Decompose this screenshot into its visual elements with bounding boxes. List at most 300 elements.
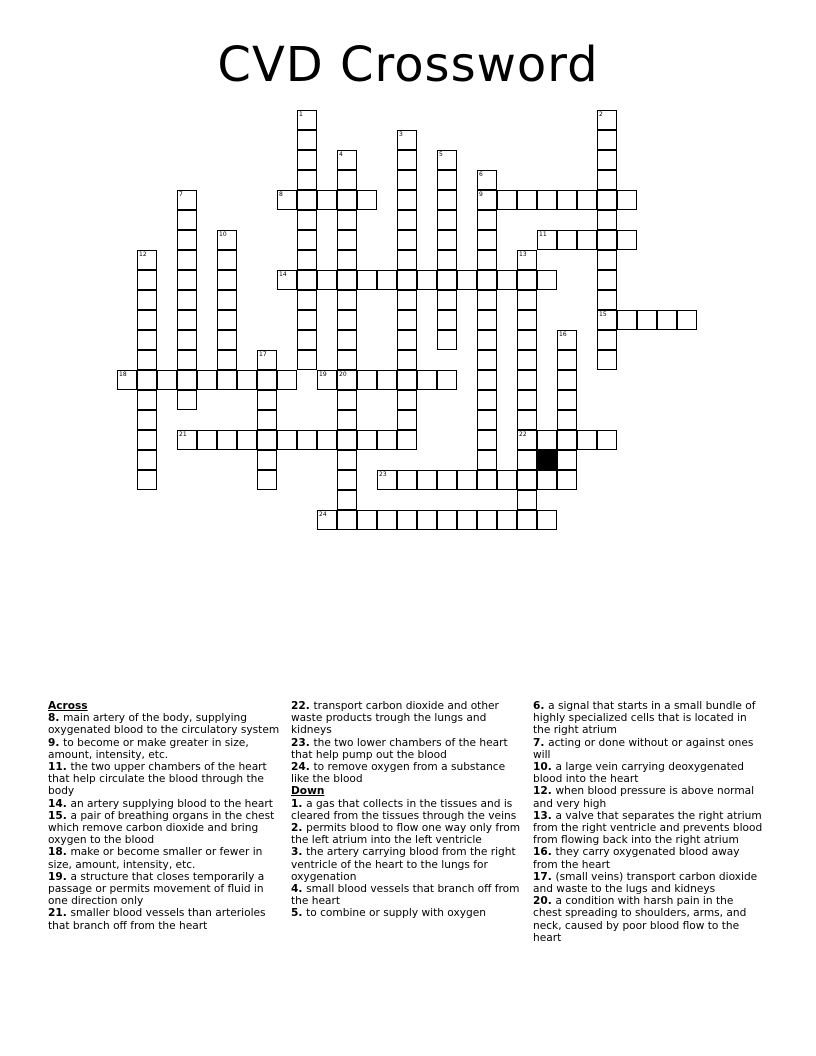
grid-cell[interactable] [317, 510, 337, 530]
clue-number: 24 [319, 511, 327, 518]
clue-number: 7 [179, 191, 183, 198]
grid-cell[interactable] [437, 330, 457, 350]
grid-cell[interactable] [137, 430, 157, 450]
grid-cell[interactable] [137, 350, 157, 370]
grid-cell[interactable] [137, 250, 157, 270]
clue-number: 18 [119, 371, 127, 378]
grid-cell[interactable] [437, 510, 457, 530]
grid-cell[interactable] [337, 470, 357, 490]
clue-text: the two upper chambers of the heart that help circulate the blood through the body [48, 761, 267, 798]
grid-cell[interactable] [137, 370, 157, 390]
grid-cell[interactable] [377, 370, 397, 390]
grid-cell[interactable] [177, 270, 197, 290]
grid-cell[interactable] [397, 350, 417, 370]
grid-cell[interactable] [517, 290, 537, 310]
across-clue [48, 712, 280, 736]
down-heading: Down [291, 785, 325, 798]
clue-number: 4 [339, 151, 343, 158]
grid-cell[interactable] [317, 190, 337, 210]
grid-cell[interactable] [477, 290, 497, 310]
grid-cell[interactable] [177, 330, 197, 350]
grid-cell[interactable] [497, 470, 517, 490]
grid-cell[interactable] [217, 430, 237, 450]
grid-cell[interactable] [397, 230, 417, 250]
clue-label: 3. [291, 846, 307, 859]
grid-cell[interactable] [597, 290, 617, 310]
grid-cell[interactable] [397, 370, 417, 390]
clue-label: 7. [533, 736, 549, 749]
grid-cell[interactable] [477, 230, 497, 250]
grid-cell[interactable] [437, 470, 457, 490]
grid-cell[interactable] [357, 270, 377, 290]
grid-cell[interactable] [177, 290, 197, 310]
clue-label: 15. [48, 809, 71, 822]
grid-cell[interactable] [337, 250, 357, 270]
across-clue [48, 798, 280, 810]
clue-text: smaller blood vessels than arterioles that branch off from the heart [48, 907, 266, 932]
grid-cell[interactable] [337, 170, 357, 190]
grid-cell[interactable] [137, 270, 157, 290]
grid-cell[interactable] [557, 450, 577, 470]
grid-cell[interactable] [297, 330, 317, 350]
grid-cell[interactable] [297, 310, 317, 330]
grid-cell[interactable] [217, 270, 237, 290]
grid-cell[interactable] [537, 430, 557, 450]
grid-cell[interactable] [257, 410, 277, 430]
grid-cell[interactable] [397, 270, 417, 290]
grid-cell[interactable] [337, 370, 357, 390]
grid-cell[interactable] [517, 430, 537, 450]
clue-number: 6 [479, 171, 483, 178]
grid-cell[interactable] [237, 370, 257, 390]
grid-cell[interactable] [577, 230, 597, 250]
grid-cell[interactable] [177, 230, 197, 250]
grid-cell[interactable] [517, 330, 537, 350]
grid-cell[interactable] [477, 210, 497, 230]
grid-cell[interactable] [557, 430, 577, 450]
grid-cell[interactable] [177, 350, 197, 370]
grid-cell[interactable] [297, 270, 317, 290]
grid-cell[interactable] [517, 350, 537, 370]
clue-text: a structure that closes temporarily a passage or permits movement of fluid in one direction only [48, 870, 265, 908]
grid-cell[interactable] [597, 330, 617, 350]
clue-text: to become or make greater in size, amount, intensity, etc. [48, 736, 249, 761]
grid-cell[interactable] [597, 250, 617, 270]
grid-cell[interactable] [477, 170, 497, 190]
grid-cell[interactable] [517, 250, 537, 270]
grid-cell[interactable] [437, 190, 457, 210]
grid-cell[interactable] [337, 210, 357, 230]
grid-cell[interactable] [477, 310, 497, 330]
grid-cell[interactable] [597, 130, 617, 150]
grid-cell[interactable] [377, 270, 397, 290]
grid-cell[interactable] [517, 190, 537, 210]
grid-cell[interactable] [277, 270, 297, 290]
grid-cell[interactable] [617, 310, 637, 330]
clue-number: 16 [559, 331, 567, 338]
grid-cell[interactable] [437, 170, 457, 190]
clue-label: 21. [48, 907, 71, 920]
grid-cell[interactable] [597, 170, 617, 190]
grid-cell[interactable] [297, 250, 317, 270]
grid-cell[interactable] [317, 430, 337, 450]
grid-cell[interactable] [517, 470, 537, 490]
grid-cell[interactable] [217, 350, 237, 370]
clue-label: 13. [533, 809, 556, 822]
clue-text: a gas that collects in the tissues and is cleared from the tissues through the veins [291, 797, 517, 822]
grid-cell[interactable] [317, 270, 337, 290]
grid-cell[interactable] [477, 430, 497, 450]
grid-cell[interactable] [197, 370, 217, 390]
down-clue [291, 883, 523, 907]
grid-cell[interactable] [417, 510, 437, 530]
grid-cell[interactable] [297, 210, 317, 230]
grid-cell[interactable] [397, 130, 417, 150]
clues-column-3 [533, 700, 765, 944]
clue-number: 9 [479, 191, 483, 198]
clue-label: 12. [533, 785, 556, 798]
clue-text: a signal that starts in a small bundle of highly specialized cells that is located in the right atrium [533, 700, 756, 737]
grid-cell[interactable] [177, 190, 197, 210]
clue-label: 16. [533, 846, 556, 859]
grid-cell[interactable] [597, 190, 617, 210]
grid-cell[interactable] [297, 190, 317, 210]
grid-cell[interactable] [437, 290, 457, 310]
grid-cell[interactable] [677, 310, 697, 330]
clue-number: 21 [179, 431, 187, 438]
grid-cell[interactable] [477, 190, 497, 210]
grid-cell[interactable] [257, 390, 277, 410]
grid-cell[interactable] [277, 370, 297, 390]
grid-cell[interactable] [497, 270, 517, 290]
grid-cell[interactable] [657, 310, 677, 330]
grid-cell[interactable] [557, 350, 577, 370]
across-clue [291, 700, 523, 737]
clue-text: permits blood to flow one way only from the left atrium into the left ventricle [291, 822, 521, 847]
grid-cell[interactable] [177, 210, 197, 230]
grid-cell[interactable] [557, 230, 577, 250]
grid-cell[interactable] [257, 450, 277, 470]
clue-label: 11. [48, 761, 71, 774]
grid-cell[interactable] [397, 510, 417, 530]
grid-cell[interactable] [137, 450, 157, 470]
grid-cell[interactable] [397, 290, 417, 310]
grid-cell[interactable] [397, 330, 417, 350]
clue-text: (small veins) transport carbon dioxide and waste to the lugs and kidneys [533, 870, 758, 896]
clue-label: 1. [291, 797, 307, 810]
grid-cell[interactable] [477, 510, 497, 530]
across-heading: Across [48, 700, 88, 712]
clue-number: 1 [299, 111, 303, 118]
grid-cell[interactable] [437, 210, 457, 230]
grid-cell[interactable] [497, 510, 517, 530]
grid-cell[interactable] [337, 290, 357, 310]
clue-label: 22. [291, 700, 314, 712]
grid-cell[interactable] [277, 190, 297, 210]
grid-cell[interactable] [337, 490, 357, 510]
grid-cell[interactable] [537, 510, 557, 530]
grid-cell[interactable] [557, 410, 577, 430]
grid-cell[interactable] [177, 250, 197, 270]
grid-cell[interactable] [457, 510, 477, 530]
grid-cell[interactable] [297, 150, 317, 170]
grid-cell[interactable] [517, 490, 537, 510]
clue-label: 19. [48, 870, 71, 883]
grid-cell[interactable] [137, 330, 157, 350]
grid-cell[interactable] [357, 370, 377, 390]
grid-cell[interactable] [517, 270, 537, 290]
grid-cell[interactable] [557, 390, 577, 410]
grid-cell[interactable] [397, 150, 417, 170]
grid-cell[interactable] [397, 310, 417, 330]
grid-cell[interactable] [117, 370, 137, 390]
grid-cell[interactable] [397, 210, 417, 230]
clue-text: acting or done without or against ones will [533, 736, 754, 761]
grid-cell[interactable] [597, 210, 617, 230]
puzzle-title: CVD Crossword [217, 37, 599, 93]
down-clue [533, 700, 765, 737]
clue-text: small blood vessels that branch off from the heart [291, 883, 520, 908]
clue-number: 17 [259, 351, 267, 358]
clue-number: 23 [379, 471, 387, 478]
clue-number: 11 [539, 231, 547, 238]
grid-cell[interactable] [217, 290, 237, 310]
clue-label: 8. [48, 712, 64, 725]
clue-label: 14. [48, 797, 71, 810]
down-clue [291, 907, 523, 919]
clue-label: 5. [291, 907, 307, 920]
grid-cell[interactable] [537, 230, 557, 250]
grid-cell[interactable] [397, 390, 417, 410]
grid-cell[interactable] [337, 350, 357, 370]
grid-cell[interactable] [137, 410, 157, 430]
grid-cell[interactable] [377, 510, 397, 530]
grid-cell[interactable] [417, 270, 437, 290]
grid-cell[interactable] [337, 430, 357, 450]
clue-text: the two lower chambers of the heart that help pump out the blood [291, 736, 508, 761]
grid-cell[interactable] [437, 150, 457, 170]
grid-cell[interactable] [517, 310, 537, 330]
across-clue [48, 761, 280, 798]
clue-text: a valve that separates the right atrium from the right ventricle and prevents blood from flowing back into the right atrium [533, 809, 763, 847]
grid-cell[interactable] [137, 290, 157, 310]
grid-cell[interactable] [477, 350, 497, 370]
down-clue [533, 871, 765, 895]
grid-cell[interactable] [557, 370, 577, 390]
grid-cell[interactable] [157, 370, 177, 390]
grid-cell[interactable] [437, 230, 457, 250]
down-clue [533, 895, 765, 944]
grid-cell[interactable] [577, 190, 597, 210]
down-clue [533, 761, 765, 785]
grid-cell[interactable] [397, 190, 417, 210]
clue-label: 17. [533, 870, 556, 883]
clue-text: a condition with harsh pain in the chest spreading to shoulders, arms, and neck, caused by poor blood flow to the heart [533, 895, 747, 944]
grid-cell[interactable] [397, 170, 417, 190]
grid-cell[interactable] [277, 430, 297, 450]
grid-cell[interactable] [137, 390, 157, 410]
grid-cell[interactable] [217, 370, 237, 390]
across-clue [291, 761, 523, 785]
grid-cell[interactable] [137, 310, 157, 330]
grid-cell[interactable] [617, 190, 637, 210]
grid-cell[interactable] [337, 330, 357, 350]
grid-cell[interactable] [477, 370, 497, 390]
grid-cell[interactable] [337, 410, 357, 430]
grid-cell[interactable] [457, 270, 477, 290]
grid-cell[interactable] [617, 230, 637, 250]
grid-cell[interactable] [357, 190, 377, 210]
clue-number: 22 [519, 431, 527, 438]
grid-cell[interactable] [397, 470, 417, 490]
grid-cell[interactable] [177, 310, 197, 330]
clue-number: 15 [599, 311, 607, 318]
grid-cell[interactable] [237, 430, 257, 450]
grid-cell[interactable] [557, 330, 577, 350]
grid-cell[interactable] [257, 430, 277, 450]
grid-cell[interactable] [297, 350, 317, 370]
grid-cell[interactable] [357, 430, 377, 450]
clue-label: 10. [533, 761, 556, 774]
grid-cell[interactable] [477, 250, 497, 270]
grid-cell[interactable] [257, 370, 277, 390]
grid-cell[interactable] [397, 430, 417, 450]
grid-cell[interactable] [337, 190, 357, 210]
grid-cell[interactable] [177, 430, 197, 450]
clue-label: 6. [533, 700, 549, 712]
clue-number: 14 [279, 271, 287, 278]
grid-cell[interactable] [437, 370, 457, 390]
grid-cell[interactable] [557, 190, 577, 210]
grid-cell[interactable] [337, 270, 357, 290]
grid-cell[interactable] [537, 270, 557, 290]
grid-cell[interactable] [377, 470, 397, 490]
grid-cell[interactable] [177, 370, 197, 390]
across-clue [48, 907, 280, 931]
grid-cell[interactable] [477, 390, 497, 410]
grid-cell[interactable] [517, 390, 537, 410]
grid-cell[interactable] [517, 450, 537, 470]
grid-cell[interactable] [337, 450, 357, 470]
clue-text: they carry oxygenated blood away from the heart [533, 846, 740, 871]
grid-cell[interactable] [477, 410, 497, 430]
grid-cell[interactable] [297, 130, 317, 150]
grid-cell[interactable] [637, 310, 657, 330]
grid-cell[interactable] [597, 270, 617, 290]
clue-label: 2. [291, 822, 307, 835]
clue-text: the artery carrying blood from the right ventricle of the heart to the lungs for oxygenation [291, 846, 516, 883]
clue-label: 18. [48, 846, 71, 859]
across-clue [48, 810, 280, 847]
grid-cell[interactable] [257, 470, 277, 490]
clue-text: when blood pressure is above normal and very high [533, 785, 755, 810]
grid-cell[interactable] [297, 430, 317, 450]
grid-cell[interactable] [217, 250, 237, 270]
grid-cell[interactable] [337, 510, 357, 530]
grid-cell[interactable] [137, 470, 157, 490]
grid-cell[interactable] [597, 110, 617, 130]
grid-cell[interactable] [577, 430, 597, 450]
grid-cell[interactable] [597, 350, 617, 370]
grid-cell[interactable] [397, 410, 417, 430]
grid-cell[interactable] [457, 470, 477, 490]
across-clue [48, 737, 280, 761]
grid-cell[interactable] [537, 190, 557, 210]
across-clue [48, 846, 280, 870]
grid-cell[interactable] [597, 430, 617, 450]
clue-label: 24. [291, 761, 314, 774]
grid-cell[interactable] [297, 110, 317, 130]
clue-text: a pair of breathing organs in the chest which remove carbon dioxide and bring oxygen to the blood [48, 809, 275, 847]
down-clue [533, 785, 765, 809]
grid-cell[interactable] [477, 330, 497, 350]
grid-cell[interactable] [537, 470, 557, 490]
grid-cell[interactable] [437, 310, 457, 330]
grid-cell[interactable] [497, 190, 517, 210]
down-clue [533, 846, 765, 870]
clue-label: 9. [48, 736, 64, 749]
down-clue [533, 737, 765, 761]
grid-cell[interactable] [597, 150, 617, 170]
grid-cell[interactable] [477, 270, 497, 290]
grid-cell[interactable] [337, 230, 357, 250]
grid-cell[interactable] [297, 230, 317, 250]
grid-cell[interactable] [397, 250, 417, 270]
grid-cell[interactable] [417, 470, 437, 490]
grid-cell[interactable] [257, 350, 277, 370]
across-clue [291, 737, 523, 761]
grid-cell[interactable] [217, 330, 237, 350]
clue-number: 19 [319, 371, 327, 378]
clue-text: an artery supplying blood to the heart [70, 797, 273, 810]
grid-cell[interactable] [217, 230, 237, 250]
grid-cell[interactable] [357, 510, 377, 530]
clues-column-1 [48, 700, 280, 932]
grid-cell[interactable] [297, 290, 317, 310]
grid-cell[interactable] [557, 470, 577, 490]
grid-cell[interactable] [517, 370, 537, 390]
grid-cell[interactable] [597, 310, 617, 330]
grid-cell[interactable] [317, 370, 337, 390]
grid-cell[interactable] [517, 510, 537, 530]
grid-cell[interactable] [177, 390, 197, 410]
clue-label: 20. [533, 895, 556, 908]
clue-text: a large vein carrying deoxygenated blood into the heart [533, 761, 744, 786]
clue-text: to remove oxygen from a substance like the blood [291, 761, 506, 786]
clue-number: 10 [219, 231, 227, 238]
grid-cell[interactable] [377, 430, 397, 450]
grid-cell[interactable] [437, 250, 457, 270]
grid-cell[interactable] [297, 170, 317, 190]
down-clue [291, 846, 523, 883]
clue-number: 5 [439, 151, 443, 158]
clue-text: to combine or supply with oxygen [306, 907, 486, 920]
grid-cell[interactable] [337, 390, 357, 410]
grid-cell[interactable] [337, 150, 357, 170]
grid-cell[interactable] [437, 270, 457, 290]
grid-cell[interactable] [517, 410, 537, 430]
grid-cell[interactable] [477, 450, 497, 470]
grid-cell[interactable] [197, 430, 217, 450]
clue-number: 12 [139, 251, 147, 258]
grid-cell[interactable] [417, 370, 437, 390]
across-clue [48, 871, 280, 908]
grid-cell[interactable] [337, 310, 357, 330]
grid-cell[interactable] [217, 310, 237, 330]
grid-cell[interactable] [597, 230, 617, 250]
clue-text: transport carbon dioxide and other waste products trough the lungs and kidneys [291, 700, 499, 737]
grid-cell[interactable] [477, 470, 497, 490]
